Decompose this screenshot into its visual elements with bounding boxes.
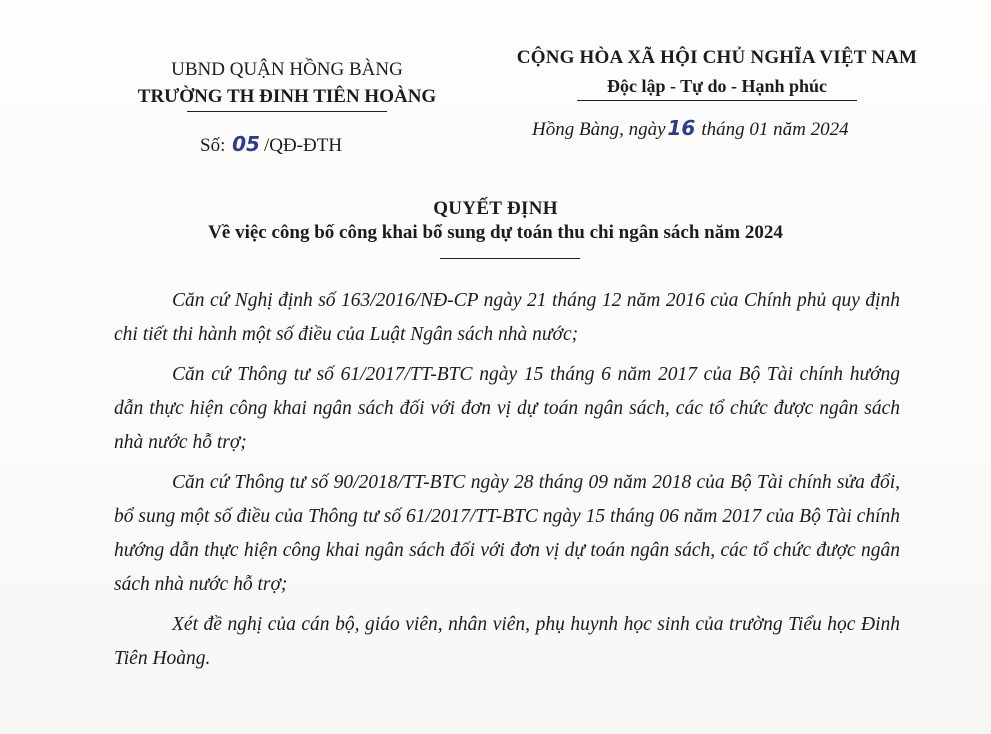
motto-underline bbox=[577, 100, 857, 101]
paragraph: Căn cứ Nghị định số 163/2016/NĐ-CP ngày 21 tháng 12 năm 2016 của Chính phủ quy định chi tiết thi hành một số điều của Luật Ngân sách nhà nước; bbox=[114, 290, 900, 345]
paragraph: Xét đề nghị của cán bộ, giáo viên, nhân viên, phụ huynh học sinh của trường Tiểu học Đinh Tiên Hoàng. bbox=[114, 614, 900, 669]
decision-subtitle: Về việc công bố công khai bổ sung dự toán thu chi ngân sách năm 2024 bbox=[208, 222, 783, 243]
document-number bbox=[200, 132, 342, 157]
handwritten-number: 05 bbox=[232, 132, 260, 156]
paragraph: Căn cứ Thông tư số 61/2017/TT-BTC ngày 15 tháng 6 năm 2017 của Bộ Tài chính hướng dẫn thực hiện công khai ngân sách đối với đơn vị dự toán ngân sách, các tổ chức được ngân sách nhà nước hỗ trợ; bbox=[114, 364, 900, 453]
document-number-prefix: Số: bbox=[200, 135, 226, 156]
national-title: CỘNG HÒA XÃ HỘI CHỦ NGHĨA VIỆT NAM bbox=[516, 47, 918, 68]
issuer-header bbox=[112, 56, 462, 112]
subtitle-underline bbox=[440, 258, 580, 259]
handwritten-day: 16 bbox=[667, 116, 696, 140]
issuer-underline bbox=[187, 111, 387, 112]
date-suffix: tháng 01 năm 2024 bbox=[701, 119, 849, 140]
national-motto: Độc lập - Tự do - Hạnh phúc bbox=[606, 76, 828, 96]
document-number-suffix: /QĐ-ĐTH bbox=[263, 135, 343, 156]
decision-title: QUYẾT ĐỊNH bbox=[433, 198, 558, 219]
paragraph: Căn cứ Thông tư số 90/2018/TT-BTC ngày 28 tháng 09 năm 2018 của Bộ Tài chính sửa đổi, bổ sung một số điều của Thông tư số 61/2017/TT-BTC ngày 15 tháng 06 năm 2017 của Bộ Tài chính hướng dẫn thực hiện công khai ngân sách đối với đơn vị dự toán ngân sách, các tổ chức được ngân sách nhà nước hỗ trợ; bbox=[114, 472, 900, 595]
issuing-authority: UBND QUẬN HỒNG BÀNG bbox=[171, 59, 403, 80]
national-header bbox=[492, 44, 942, 101]
date-line bbox=[532, 116, 849, 141]
date-prefix: Hồng Bàng, ngày bbox=[532, 119, 666, 140]
school-name: TRƯỜNG TH ĐINH TIÊN HOÀNG bbox=[137, 86, 437, 107]
document-body bbox=[114, 284, 900, 682]
